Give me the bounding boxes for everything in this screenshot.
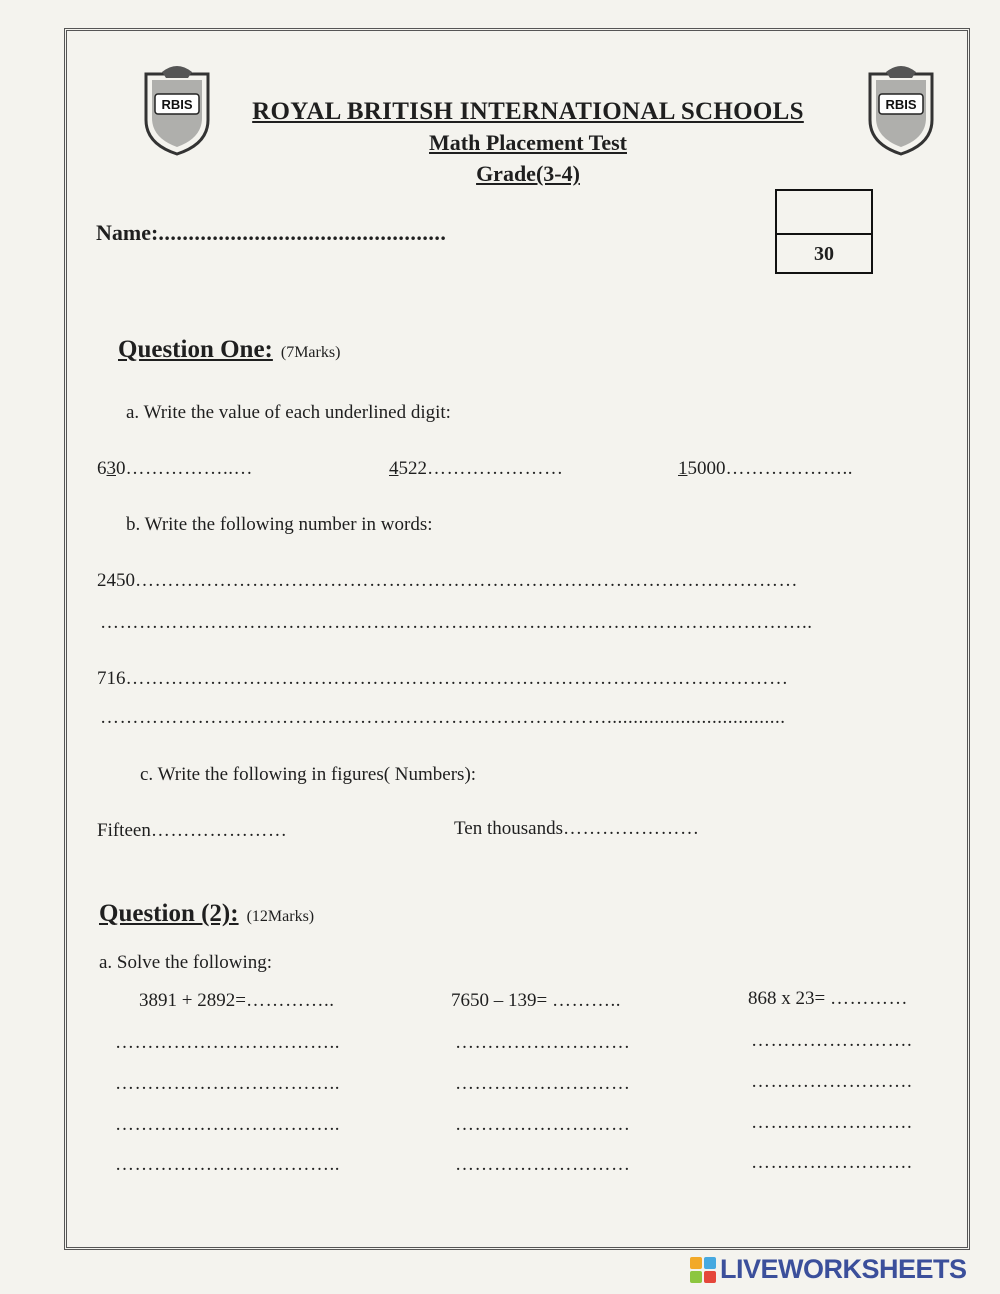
name-dots: ................................................: [158, 220, 447, 245]
work-line[interactable]: ………………………: [455, 1073, 631, 1094]
question-one-title: Question One:: [118, 336, 273, 363]
work-line[interactable]: ……………………………..: [115, 1114, 340, 1135]
work-line[interactable]: ……………………………..: [115, 1073, 340, 1094]
question-two-marks: (12Marks): [246, 908, 315, 925]
underlined-digit: 4: [389, 458, 399, 479]
name-label: Name:: [96, 220, 159, 245]
answer-dots: ………………………………………………………………………………………………..: [100, 612, 813, 633]
underlined-digit-item-1[interactable]: [97, 458, 253, 480]
answer-dots: ……………..…: [125, 458, 253, 479]
number-label: 2450: [97, 570, 135, 591]
item-post: 5000: [687, 458, 726, 479]
score-box: [775, 189, 873, 274]
words-answer-2450[interactable]: [97, 570, 959, 592]
number-label: 716: [97, 668, 126, 689]
answer-dots: …………………: [150, 820, 288, 841]
work-line[interactable]: ………………………: [455, 1154, 631, 1175]
work-line[interactable]: ……………………………..: [115, 1154, 340, 1175]
question-two-instruction: a. Solve the following:: [99, 952, 273, 973]
part-a-instruction: a. Write the value of each underlined digit:: [126, 402, 451, 423]
figure-label: Ten thousands: [454, 818, 563, 839]
answer-dots: …………: [829, 988, 908, 1009]
school-name: ROYAL BRITISH INTERNATIONAL SCHOOLS: [252, 98, 804, 125]
words-answer-716-line2[interactable]: [100, 707, 952, 729]
logo-text-left: RBIS: [161, 97, 193, 112]
watermark-text: LIVEWORKSHEETS: [720, 1254, 967, 1284]
part-b-instruction: b. Write the following number in words:: [126, 514, 433, 535]
underlined-digit-item-3[interactable]: [678, 458, 853, 480]
problem-subtraction[interactable]: [451, 990, 621, 1012]
underlined-digit-item-2[interactable]: [389, 458, 564, 480]
underlined-digit: 1: [678, 458, 688, 479]
work-line[interactable]: …………………….: [751, 1112, 913, 1133]
problem-expression: 7650 – 139=: [451, 990, 552, 1011]
figures-answer-ten-thousands[interactable]: [454, 818, 699, 840]
work-line[interactable]: …………………….: [751, 1071, 913, 1092]
item-post: 522: [398, 458, 427, 479]
answer-dots: ………………..: [725, 458, 853, 479]
score-input[interactable]: [777, 191, 871, 235]
part-c-instruction: c. Write the following in figures( Numbers):: [140, 764, 477, 785]
name-field[interactable]: [96, 220, 446, 246]
question-one-marks: (7Marks): [280, 344, 341, 361]
answer-dots: …………..: [245, 990, 335, 1011]
answer-dots: …………………: [562, 818, 700, 839]
question-two-heading: [99, 900, 314, 928]
answer-dots: ………..: [551, 990, 621, 1011]
question-two-title: Question (2):: [99, 900, 239, 927]
work-line[interactable]: ……………………………..: [115, 1032, 340, 1053]
logo-text-right: RBIS: [885, 97, 917, 112]
liveworksheets-watermark[interactable]: [690, 1254, 967, 1285]
answer-dots: …………………………………………………………………………………………: [125, 668, 789, 689]
words-answer-716[interactable]: [97, 668, 952, 690]
problem-expression: 3891 + 2892=: [139, 990, 246, 1011]
work-line[interactable]: …………………….: [751, 1030, 913, 1051]
score-total: 30: [814, 243, 834, 265]
problem-addition[interactable]: [139, 990, 334, 1012]
underlined-digit: 3: [106, 458, 116, 479]
answer-dots: ……………………………………………………………………..................................: [100, 707, 786, 728]
work-line[interactable]: …………………….: [751, 1152, 913, 1173]
words-answer-2450-line2[interactable]: [100, 612, 952, 634]
problem-multiplication[interactable]: [748, 988, 908, 1010]
answer-dots: …………………: [427, 458, 564, 479]
figures-answer-fifteen[interactable]: [97, 820, 287, 842]
question-one-heading: [118, 336, 340, 364]
problem-expression: 868 x 23=: [748, 988, 830, 1009]
work-line[interactable]: ………………………: [455, 1114, 631, 1135]
grade-label: Grade(3-4): [476, 161, 580, 186]
test-name: Math Placement Test: [429, 130, 627, 155]
work-line[interactable]: ………………………: [455, 1032, 631, 1053]
liveworksheets-logo-icon: [690, 1257, 716, 1283]
item-post: 0: [116, 458, 126, 479]
answer-dots: …………………………………………………………………………………………: [135, 570, 798, 591]
figure-label: Fifteen: [97, 820, 151, 841]
item-pre: 6: [97, 458, 107, 479]
